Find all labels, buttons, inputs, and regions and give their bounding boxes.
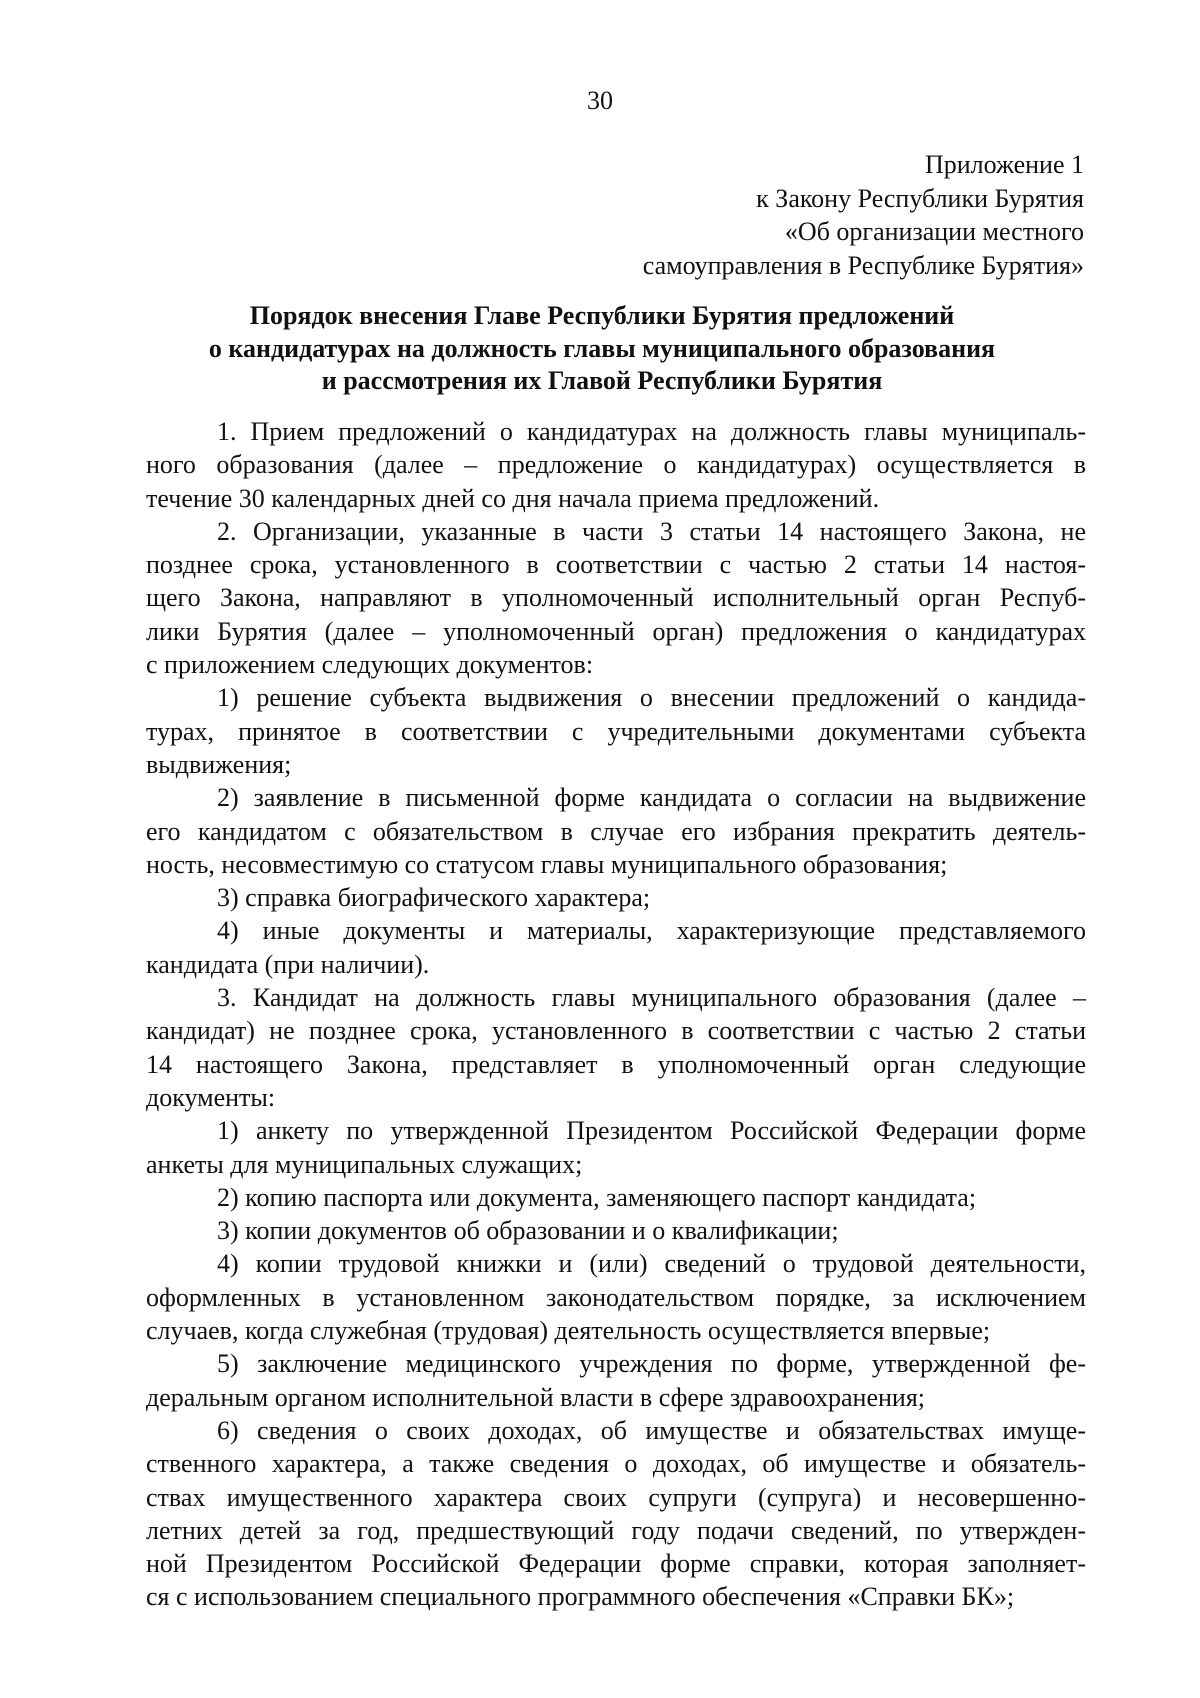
paragraph-line: течение 30 календарных дней со дня начала приема предложений. xyxy=(146,483,880,513)
paragraph-line: оформленных в установленном законодательством порядке, за исключением xyxy=(146,1282,1086,1312)
appendix-line: к Закону Республики Бурятия xyxy=(756,183,1084,213)
paragraph-line: ной Президентом Российской Федерации форме справки, которая заполняет- xyxy=(146,1549,1086,1579)
paragraph-line: лики Бурятия (далее – уполномоченный орган) предложения о кандидатурах xyxy=(146,616,1086,646)
paragraph-line: его кандидатом с обязательством в случае его избрания прекратить деятель- xyxy=(146,816,1086,846)
paragraph-line: кандидат) не позднее срока, установленного в соответствии с частью 2 статьи xyxy=(146,1016,1086,1046)
paragraph-line: 4) копии трудовой книжки и (или) сведений о трудовой деятельности, xyxy=(217,1249,1086,1279)
appendix-line: Приложение 1 xyxy=(924,150,1084,179)
paragraph-line: деральным органом исполнительной власти в сфере здравоохранения; xyxy=(146,1382,926,1412)
paragraph-line: ствах имущественного характера своих супруги (супруга) и несовершенно- xyxy=(146,1482,1086,1512)
paragraph-line: 3) справка биографического характера; xyxy=(217,883,651,913)
paragraph xyxy=(146,1347,1086,1414)
appendix-header xyxy=(444,148,1084,282)
paragraph-line: 2. Организации, указанные в части 3 статьи 14 настоящего Закона, не xyxy=(217,516,1086,546)
paragraph-line: щего Закона, направляют в уполномоченный исполнительный орган Респуб- xyxy=(146,583,1086,613)
paragraph xyxy=(146,681,1086,781)
paragraph xyxy=(146,515,1086,681)
title-line: Порядок внесения Главе Республики Бурятия предложений xyxy=(249,301,955,330)
paragraph xyxy=(146,781,1086,881)
paragraph xyxy=(146,881,1086,914)
title-line: и рассмотрения их Главой Республики Бурятия xyxy=(321,366,883,395)
document-title xyxy=(130,300,1074,398)
paragraph-line: ственного характера, а также сведения о доходах, об имуществе и обязатель- xyxy=(146,1449,1086,1479)
page-number: 30 xyxy=(587,86,613,115)
paragraph xyxy=(146,1214,1086,1247)
paragraph xyxy=(146,981,1086,1114)
paragraph-line: ность, несовместимую со статусом главы муниципального образования; xyxy=(146,849,948,879)
paragraph-line: случаев, когда служебная (трудовая) деятельность осуществляется впервые; xyxy=(146,1316,991,1346)
paragraph-line: 1) анкету по утвержденной Президентом Российской Федерации форме xyxy=(217,1116,1086,1146)
document-body xyxy=(146,415,1086,1614)
paragraph-line: 3. Кандидат на должность главы муниципального образования (далее – xyxy=(217,983,1086,1013)
paragraph-line: кандидата (при наличии). xyxy=(146,949,430,979)
paragraph-line: 4) иные документы и материалы, характеризующие представляемого xyxy=(217,916,1086,946)
paragraph-line: документы: xyxy=(146,1082,276,1112)
paragraph xyxy=(146,1114,1086,1181)
paragraph xyxy=(146,1181,1086,1214)
paragraph-line: ся с использованием специального программного обеспечения «Справки БК»; xyxy=(146,1582,1015,1612)
paragraph-line: 5) заключение медицинского учреждения по форме, утвержденной фе- xyxy=(217,1349,1086,1379)
paragraph-line: анкеты для муниципальных служащих; xyxy=(146,1149,583,1179)
paragraph-line: 3) копии документов об образовании и о квалификации; xyxy=(217,1216,839,1246)
paragraph-line: 2) копию паспорта или документа, заменяющего паспорт кандидата; xyxy=(217,1182,977,1212)
paragraph-line: 1. Прием предложений о кандидатурах на должность главы муниципаль- xyxy=(217,417,1086,446)
paragraph xyxy=(146,415,1086,515)
paragraph-line: турах, принятое в соответствии с учредительными документами субъекта xyxy=(146,716,1086,746)
paragraph xyxy=(146,1414,1086,1614)
paragraph-line: 6) сведения о своих доходах, об имуществе и обязательствах имуще- xyxy=(217,1415,1086,1445)
paragraph-line: 14 настоящего Закона, представляет в уполномоченный орган следующие xyxy=(146,1049,1086,1079)
title-line: о кандидатурах на должность главы муниципального образования xyxy=(208,333,996,363)
paragraph-line: 2) заявление в письменной форме кандидата о согласии на выдвижение xyxy=(217,783,1086,813)
paragraph-line: выдвижения; xyxy=(146,749,292,779)
paragraph xyxy=(146,1247,1086,1347)
paragraph xyxy=(146,914,1086,981)
appendix-line: «Об организации местного xyxy=(784,217,1084,246)
paragraph-line: с приложением следующих документов: xyxy=(146,650,594,680)
paragraph-line: позднее срока, установленного в соответствии с частью 2 статьи 14 настоя- xyxy=(146,550,1086,580)
paragraph-line: 1) решение субъекта выдвижения о внесении предложений о кандида- xyxy=(217,683,1086,713)
paragraph-line: ного образования (далее – предложение о кандидатурах) осуществляется в xyxy=(146,450,1086,480)
appendix-line: самоуправления в Республике Бурятия» xyxy=(642,250,1084,280)
paragraph-line: летних детей за год, предшествующий году подачи сведений, по утвержден- xyxy=(146,1515,1086,1545)
